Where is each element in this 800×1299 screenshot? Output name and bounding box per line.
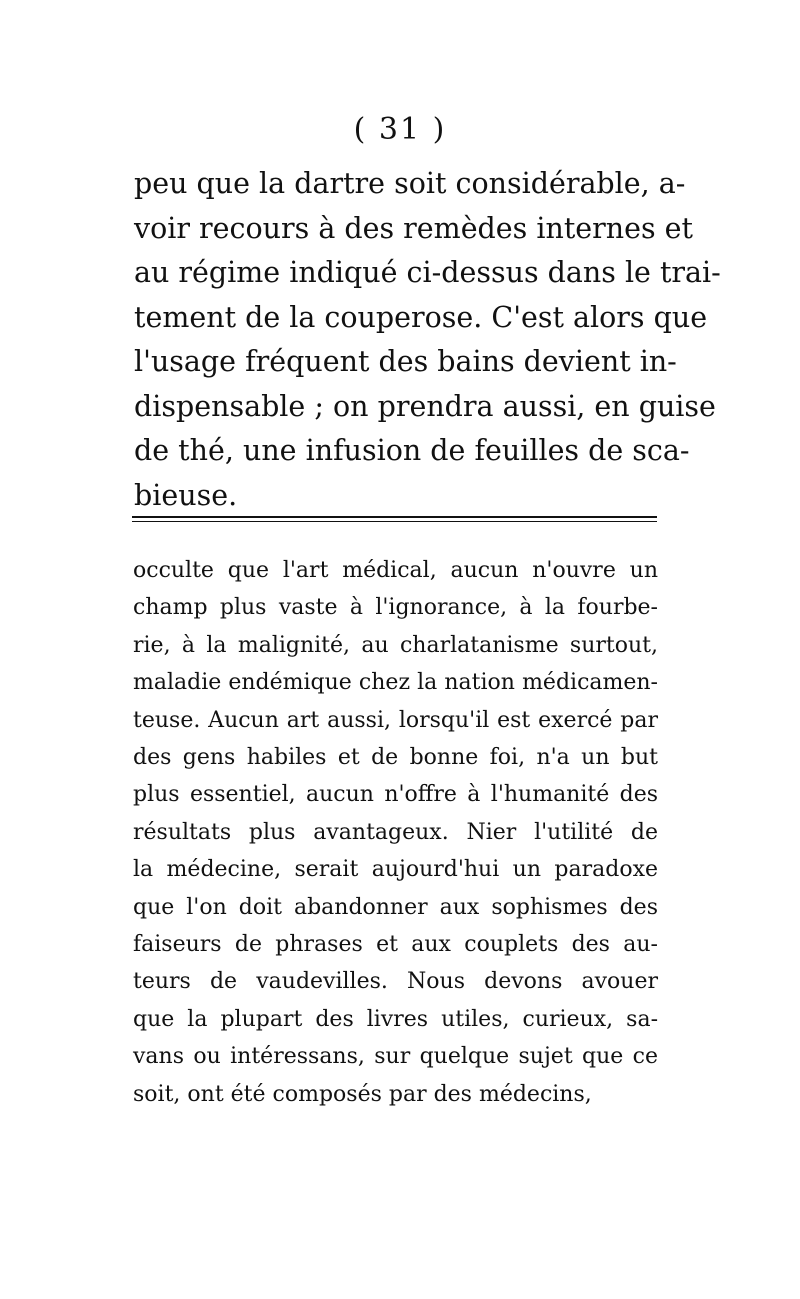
text-line: des gens habiles et de bonne foi, n'a un but (133, 745, 658, 771)
text-line: maladie endémique chez la nation médicamen- (133, 670, 658, 696)
text-line: teuse. Aucun art aussi, lorsqu'il est exercé par (133, 707, 658, 733)
text-line: de thé, une infusion de feuilles de sca- (134, 434, 690, 467)
text-line: résultats plus avantageux. Nier l'utilité de (133, 819, 658, 845)
text-line: occulte que l'art médical, aucun n'ouvre un (133, 558, 658, 583)
text-line: la médecine, serait aujourd'hui un paradoxe (133, 857, 658, 883)
text-line: que la plupart des livres utiles, curieux, sa- (133, 1006, 658, 1032)
text-line: faiseurs de phrases et aux couplets des au- (133, 932, 658, 958)
text-line: bieuse. (134, 478, 238, 512)
text-line: l'usage fréquent des bains devient in- (134, 345, 677, 378)
text-line: dispensable ; on prendra aussi, en guise (134, 389, 716, 423)
upper-paragraph (134, 162, 721, 518)
text-line: voir recours à des remèdes internes et (134, 211, 693, 245)
section-divider (132, 516, 657, 522)
text-line: au régime indiqué ci-dessus dans le trai- (134, 256, 721, 289)
lower-paragraph (133, 552, 658, 1113)
text-line: rie, à la malignité, au charlatanisme surtout, (133, 632, 658, 658)
text-line: tement de la couperose. C'est alors que (134, 300, 708, 334)
text-line: teurs de vaudevilles. Nous devons avouer (133, 969, 658, 995)
text-line: vans ou intéressans, sur quelque sujet que ce (133, 1044, 658, 1070)
text-line: que l'on doit abandonner aux sophismes des (133, 894, 658, 920)
page-number: ( 31 ) (353, 112, 447, 147)
text-line: plus essentiel, aucun n'offre à l'humanité des (133, 782, 658, 808)
text-line: champ plus vaste à l'ignorance, à la fourbe- (133, 595, 658, 621)
text-line: peu que la dartre soit considérable, a- (134, 167, 686, 200)
text-line: soit, ont été composés par des médecins, (133, 1081, 592, 1107)
